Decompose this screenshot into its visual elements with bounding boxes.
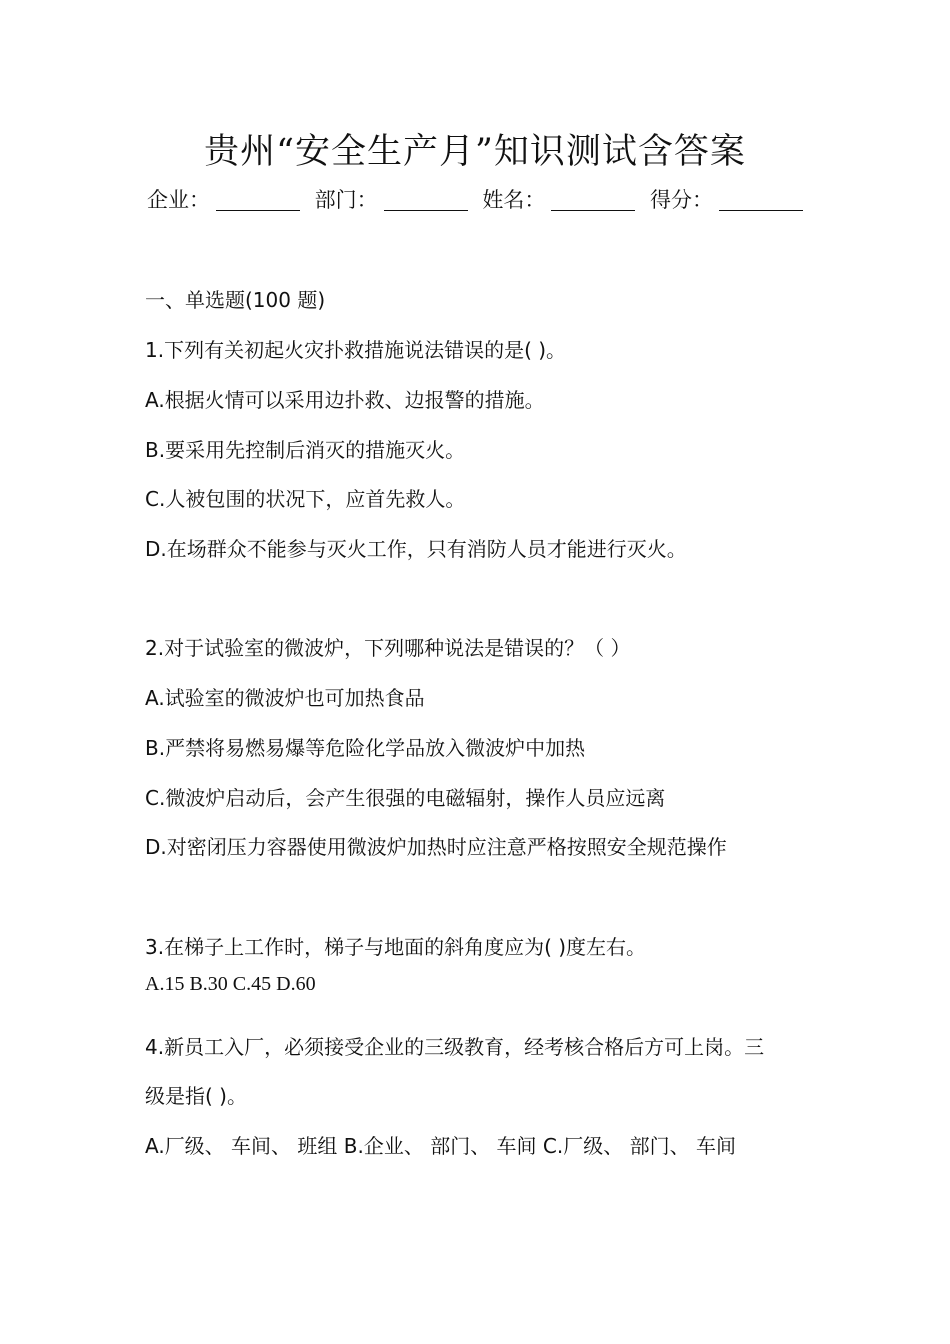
score-label: 得分： [650,188,714,212]
question-2-option-d: D.对密闭压力容器使用微波炉加热时应注意严格按照安全规范操作 [145,835,727,859]
question-2-option-c: C.微波炉启动后，会产生很强的电磁辐射，操作人员应远离 [145,786,666,810]
department-field [315,185,468,215]
candidate-info-line [0,185,950,215]
question-1-option-d: D.在场群众不能参与灭火工作，只有消防人员才能进行灭火。 [145,537,687,561]
question-1-stem: 1.下列有关初起火灾扑救措施说法错误的是( )。 [145,338,567,362]
question-4-stem-line-1: 4.新员工入厂，必须接受企业的三级教育，经考核合格后方可上岗。三 [145,1035,765,1059]
score-field [650,185,803,215]
section-heading: 一、单选题(100 题) [145,288,326,312]
question-4-stem-line-2: 级是指( )。 [145,1084,247,1108]
name-blank[interactable] [551,190,635,211]
question-2-stem: 2.对于试验室的微波炉，下列哪种说法是错误的？（ ） [145,636,631,660]
question-3-options: A.15 B.30 C.45 D.60 [145,973,316,995]
company-label: 企业： [146,188,210,212]
department-blank[interactable] [384,190,468,211]
score-blank[interactable] [719,190,803,211]
question-3-stem: 3.在梯子上工作时，梯子与地面的斜角度应为( )度左右。 [145,935,647,959]
question-1-option-c: C.人被包围的状况下，应首先救人。 [145,487,466,511]
question-4-options: A.厂级、 车间、 班组 B.企业、 部门、 车间 C.厂级、 部门、 车间 [145,1134,736,1158]
name-field [482,185,635,215]
company-blank[interactable] [216,190,300,211]
company-field [147,185,300,215]
question-1-option-a: A.根据火情可以采用边扑救、边报警的措施。 [145,388,545,412]
question-1-option-b: B.要采用先控制后消灭的措施灭火。 [145,438,466,462]
question-2-option-b: B.严禁将易燃易爆等危险化学品放入微波炉中加热 [145,736,586,760]
name-label: 姓名： [482,188,546,212]
department-label: 部门： [314,188,378,212]
question-2-option-a: A.试验室的微波炉也可加热食品 [145,686,425,710]
document-title: 贵州“安全生产月”知识测试含答案 [204,132,746,172]
